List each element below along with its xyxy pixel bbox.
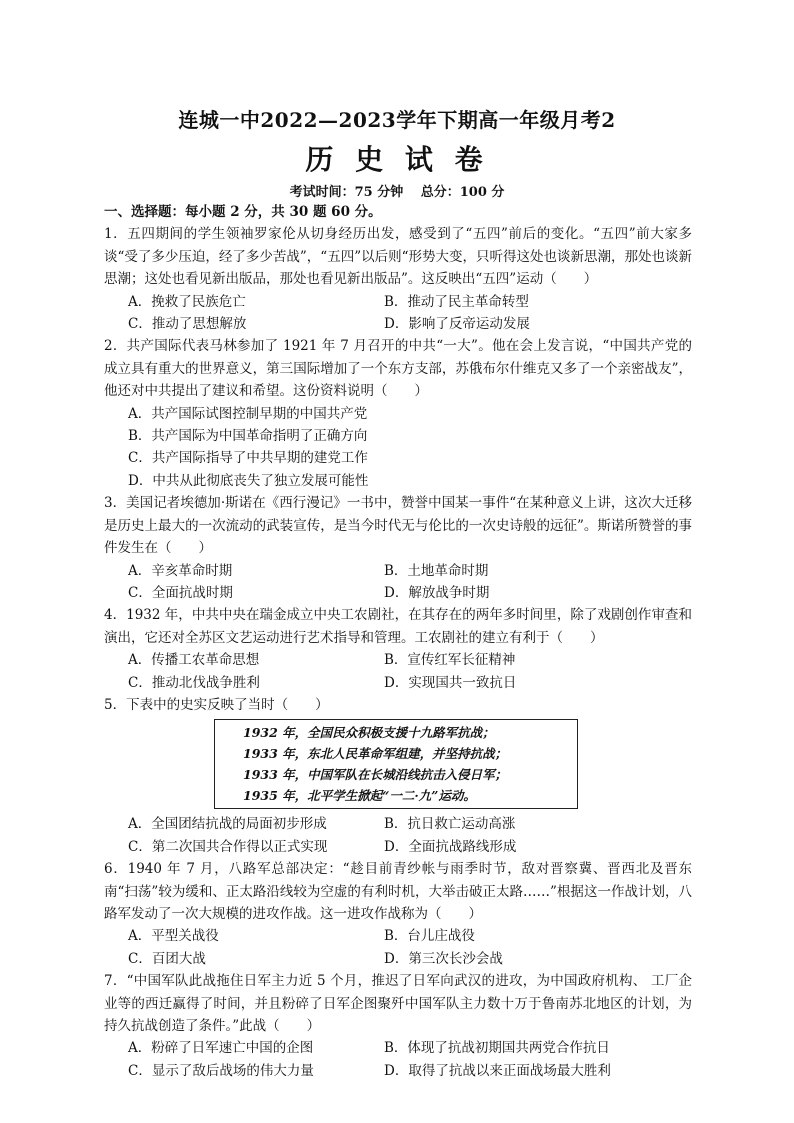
answer-option-c: C．推动北伐战争胜利 xyxy=(128,674,260,691)
answer-option-d: D．解放战争时期 xyxy=(384,584,490,601)
exam-content xyxy=(104,201,692,1082)
answer-option-c: C．百团大战 xyxy=(128,950,206,967)
answer-option-c: C．推动了思想解放 xyxy=(128,316,247,333)
answer-option-a: A．辛亥革命时期 xyxy=(128,562,233,579)
answer-option-a: A．粉碎了日军速亡中国的企图 xyxy=(128,1040,314,1057)
question-6 xyxy=(104,858,692,970)
table-row: 1932 年，全国民众积极支援十九路军抗战； xyxy=(243,725,495,741)
answer-option-a: A．平型关战役 xyxy=(128,928,219,945)
question-stem: 2．共产国际代表马林参加了 1921 年 7 月召开的中共“一大”。他在会上发言说，“中国共产党的成立具有重大的世界意义，第三国际增加了一个东方支部，苏俄布尔什维克又多了一个亲密战友”，他还对中共提出了建议和希望。这份资料说明（ ） xyxy=(104,338,692,400)
question-stem: 3．美国记者埃德加·斯诺在《西行漫记》一书中，赞誉中国某一事件“在某种意义上讲，这次大迁移是历史上最大的一次流动的武装宣传，是当今时代无与伦比的一次史诗般的远征”。斯诺所赞誉的事件发生在（ ） xyxy=(104,495,692,557)
question-stem: 1．五四期间的学生领袖罗家伦从切身经历出发，感受到了“五四”前后的变化。“五四”前大家多谈“受了多少压迫，经了多少苦战”，“五四”以后则“形势大变，只听得这处也谈新思潮，那处也谈新思潮；这处也看见新出版品，那处也看见新出版品”。这反映出“五四”运动（ ） xyxy=(104,226,693,288)
question-1 xyxy=(104,223,692,335)
answer-option-c: C．全面抗战时期 xyxy=(128,584,233,601)
exam-title: 连城一中2022—2023学年下期高一年级月考2 xyxy=(178,108,616,132)
answer-option-a: A．全国团结抗战的局面初步形成 xyxy=(128,816,327,833)
table-row: 1933 年，东北人民革命军组建，并坚持抗战； xyxy=(243,746,508,762)
answer-option-c: C．显示了敌后战场的伟大力量 xyxy=(128,1062,314,1079)
history-facts-table xyxy=(214,719,578,809)
question-7 xyxy=(104,970,692,1082)
answer-option-c: C．共产国际指导了中共早期的建党工作 xyxy=(128,450,368,467)
answer-options xyxy=(104,813,692,858)
question-list xyxy=(104,223,692,1082)
answer-option-d: D．实现国共一致抗日 xyxy=(384,674,517,691)
exam-time-and-score: 考试时间：75 分钟 总分：100 分 xyxy=(289,185,505,200)
answer-option-b: B．推动了民主革命转型 xyxy=(384,293,529,310)
exam-subject-title: 历 史 试 卷 xyxy=(305,143,489,176)
answer-option-b: B．体现了抗战初期国共两党合作抗日 xyxy=(384,1040,610,1057)
answer-options xyxy=(104,403,692,493)
question-3 xyxy=(104,492,692,604)
question-stem: 7．“中国军队此战拖住日军主力近 5 个月，推迟了日军向武汉的进攻，为中国政府机构、 工厂企业等的西迁赢得了时间，并且粉碎了日军企图聚歼中国军队主力数十万于鲁南苏北地区的计划，为持久抗战创造了条件。”此战（ ） xyxy=(104,973,692,1034)
question-stem: 4．1932 年，中共中央在瑞金成立中央工农剧社，在其存在的两年多时间里，除了戏剧创作审查和演出，它还对全苏区文艺运动进行艺术指导和管理。工农剧社的建立有利于（ ） xyxy=(104,607,692,646)
answer-option-c: C．第二次国共合作得以正式实现 xyxy=(128,838,328,855)
answer-option-a: A．挽救了民族危亡 xyxy=(128,293,246,310)
answer-options xyxy=(104,649,692,694)
answer-options xyxy=(104,1037,692,1082)
question-4 xyxy=(104,604,692,694)
section-heading: 一、选择题：每小题 2 分，共 30 题 60 分。 xyxy=(104,204,382,220)
table-row: 1933 年，中国军队在长城沿线抗击入侵日军； xyxy=(243,767,508,783)
question-5 xyxy=(104,694,692,858)
table-row: 1935 年，北平学生掀起“一二·九”运动。 xyxy=(243,788,476,804)
answer-option-a: A．传播工农革命思想 xyxy=(128,652,260,669)
answer-options xyxy=(104,925,692,970)
answer-options xyxy=(104,560,692,605)
question-2 xyxy=(104,335,692,492)
answer-option-b: B．共产国际为中国革命指明了正确方向 xyxy=(128,428,368,445)
answer-option-d: D．影响了反帝运动发展 xyxy=(384,316,530,333)
answer-option-d: D．中共从此彻底丧失了独立发展可能性 xyxy=(128,472,369,489)
answer-option-a: A．共产国际试图控制早期的中国共产党 xyxy=(128,405,368,422)
question-stem: 5．下表中的史实反映了当时（ ） xyxy=(104,696,329,713)
answer-option-b: B．抗日救亡运动高涨 xyxy=(384,816,516,833)
answer-option-d: D．全面抗战路线形成 xyxy=(384,838,517,855)
answer-option-b: B．土地革命时期 xyxy=(384,562,489,579)
answer-option-b: B．宣传红军长征精神 xyxy=(384,652,516,669)
answer-option-b: B．台儿庄战役 xyxy=(384,928,475,945)
answer-option-d: D．第三次长沙会战 xyxy=(384,950,503,967)
answer-option-d: D．取得了抗战以来正面战场最大胜利 xyxy=(384,1062,611,1079)
question-stem: 6．1940 年 7 月，八路军总部决定：“趁目前青纱帐与雨季时节，敌对晋察冀、晋西北及晋东南“扫荡”较为缓和、正太路沿线较为空虚的有利时机，大举击破正太路……”根据这一作战计划，八路军发动了一次大规模的进攻作战。这一进攻作战称为（ ） xyxy=(104,861,692,922)
answer-options xyxy=(104,291,692,336)
